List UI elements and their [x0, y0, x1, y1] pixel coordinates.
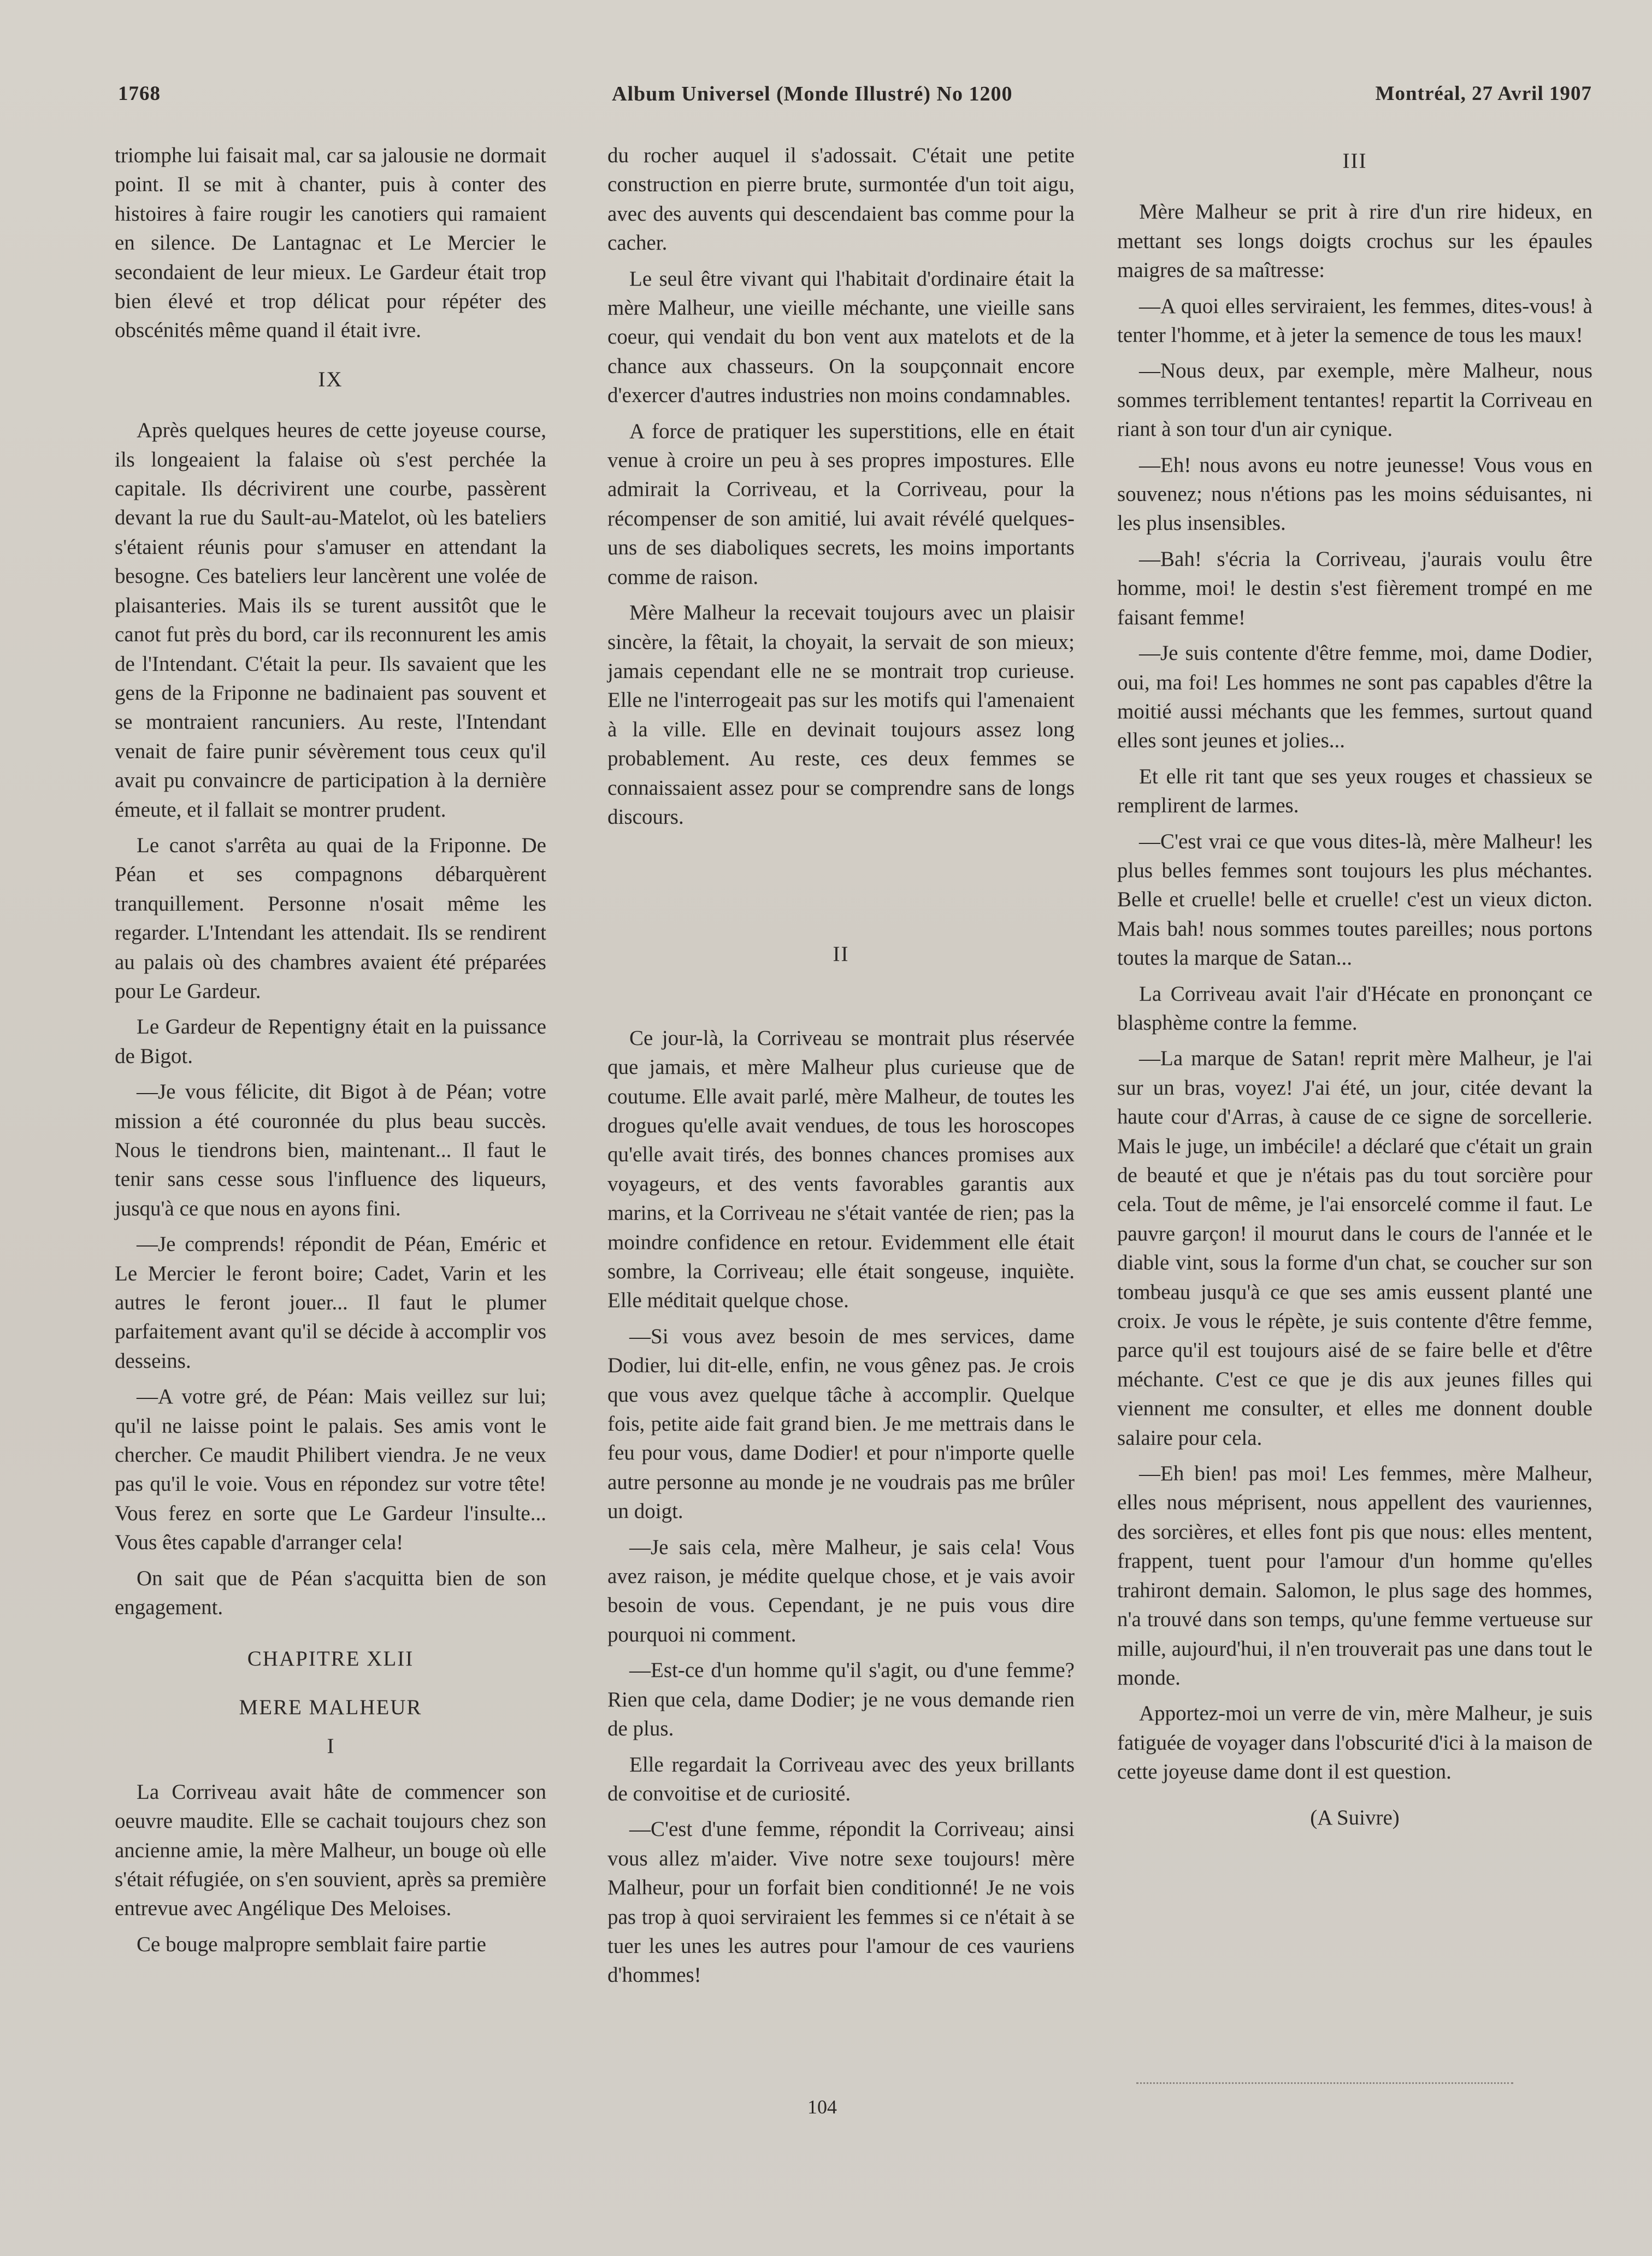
paragraph: —Si vous avez besoin de mes services, dame Dodier, lui dit-elle, enfin, ne vous gênez pas. Je crois que vous avez quelque tâche à accomplir. Quelque fois, petite aide fait grand bien. Je me mettrais dans le feu pour vous, dame Dodier! et pour n'importe quelle autre personne au monde je ne voudrais pas me brûler un doigt. [607, 1324, 1075, 1523]
paragraph: —C'est vrai ce que vous dites-là, mère Malheur! les plus belles femmes sont toujours les plus méchantes. Belle et cruelle! belle et cruelle! c'est un vieux dicton. Mais bah! nous sommes toutes pareilles; nous portons toutes la marque de Satan... [1117, 829, 1592, 970]
page-number-footer: 104 [807, 2096, 837, 2118]
paragraph: —A votre gré, de Péan: Mais veillez sur lui; qu'il ne laisse point le palais. Ses amis vont le chercher. Ce maudit Philibert viendra. Je ne veux pas qu'il le voie. Vous en répondez sur votre tête! Vous ferez en sorte que Le Gardeur l'insulte... Vous êtes capable d'arranger cela! [115, 1385, 546, 1555]
paragraph: —Bah! s'écria la Corriveau, j'aurais voulu être homme, moi! le destin s'est fièrement trompé en me faisant femme! [1117, 547, 1592, 629]
paragraph: —C'est d'une femme, répondit la Corriveau; ainsi vous allez m'aider. Vive notre sexe toujours! mère Malheur, pour un forfait bien conditionné! Je ne vois pas trop à quoi serviraient les femmes si ce n'était à se tuer les unes les autres pour l'amour de ces vauriens d'hommes! [607, 1817, 1075, 1987]
page-number-header: 1768 [118, 82, 161, 105]
paragraph: Ce jour-là, la Corriveau se montrait plus réservée que jamais, et mère Malheur plus curieuse que de coutume. Elle avait parlé, mère Malheur, de toutes les drogues qu'elle avait vendues, de tous les horoscopes qu'elle avait tirés, des bonnes chances promises aux voyageurs, et des vents favorables garantis aux marins, et la Corriveau ne s'était vantée de rien; pas la moindre confidence en retour. Evidemment elle était sombre, la Corriveau; elle était songeuse, inquiète. Elle méditait quelque chose. [607, 1026, 1075, 1313]
paragraph: Ce bouge malpropre semblait faire partie [137, 1932, 486, 1956]
paragraph: —Eh bien! pas moi! Les femmes, mère Malheur, elles nous méprisent, nous appellent des vauriennes, des sorcières, et elles font pis que nous: elles mentent, frappent, tuent pour l'amour d'un homme qu'elles trahiront demain. Salomon, le plus sage des hommes, n'a trouvé dans son temps, qu'une femme vertueuse sur mille, aujourd'hui, il n'en trouverait pas une dans tout le monde. [1117, 1462, 1592, 1690]
paragraph: —A quoi elles serviraient, les femmes, dites-vous! à tenter l'homme, et à jeter la semence de tous les maux! [1117, 294, 1592, 347]
section-heading: III [1342, 149, 1367, 173]
issue-date: Montréal, 27 Avril 1907 [1375, 82, 1592, 105]
paragraph: Apportez-moi un verre de vin, mère Malheur, je suis fatiguée de voyager dans l'obscurité d'ici à la maison de cette joyeuse dame dont il est question. [1117, 1702, 1592, 1784]
paragraph: Elle regardait la Corriveau avec des yeux brillants de convoitise et de curiosité. [607, 1752, 1075, 1805]
paragraph: Après quelques heures de cette joyeuse course, ils longeaient la falaise où s'est perchée la capitale. Ils décrivirent une courbe, passèrent devant la rue du Sault-au-Matelot, où les bateliers s'étaient réunis pour s'amuser en attendant la besogne. Ces bateliers leur lancèrent une volée de plaisanteries. Mais ils se turent aussitôt que le canot fut près du bord, car ils reconnurent les amis de l'Intendant. C'était la peur. Ils savaient que les gens de la Friponne ne badinaient pas souvent et se montraient rancuniers. Au reste, l'Intendant venait de faire punir sévèrement tous ceux qu'il avait pu convaincre de participation à la dernière émeute, et il fallait se montrer prudent. [115, 418, 546, 822]
paragraph: —La marque de Satan! reprit mère Malheur, je l'ai sur un bras, voyez! J'ai été, un jour, citée devant la haute cour d'Arras, à cause de ce signe de sorcellerie. Mais le juge, un imbécile! a déclaré que c'était un grain de beauté et que je n'étais pas du tout sorcière pour cela. Tout de même, je l'ai ensorcelé comme il faut. Le pauvre garçon! il mourut dans le cours de l'année et le diable vint, sous la forme d'un chat, se coucher sur son tombeau jusqu'à ce que ses amis eussent planté une croix. Je vous le répète, je suis contente d'être femme, parce qu'il est toujours aisé de se faire belle et d'être méchante. C'est ce que je dis aux jeunes filles qui viennent me consulter, et elles me donnent double salaire pour cela. [1117, 1047, 1592, 1450]
to-be-continued: (A Suivre) [1310, 1805, 1400, 1829]
chapter-part: I [327, 1734, 334, 1758]
paragraph: On sait que de Péan s'acquitta bien de son engagement. [115, 1566, 546, 1620]
section-heading: II [833, 942, 849, 966]
paragraph: triomphe lui faisait mal, car sa jalousie ne dormait point. Il se mit à chanter, puis à conter des histoires à faire rougir les canotiers qui ramaient en silence. De Lantagnac et Le Mercier le secondaient de leur mieux. Le Gardeur était trop bien élevé et trop délicat pour répéter des obscénités même quand il était ivre. [115, 144, 546, 342]
paragraph: Le Gardeur de Repentigny était en la puissance de Bigot. [115, 1015, 546, 1068]
paragraph: —Je comprends! répondit de Péan, Eméric et Le Mercier le feront boire; Cadet, Varin et les autres le feront jouer... Il faut le plumer parfaitement avant qu'il se décide à accomplir vos desseins. [115, 1232, 546, 1373]
paragraph: A force de pratiquer les superstitions, elle en était venue à croire un peu à ses propres impostures. Elle admirait la Corriveau, et la Corriveau, pour la récompenser de son amitié, lui avait révélé quelques-uns de ses diaboliques secrets, les moins importants comme de raison. [607, 419, 1075, 589]
paragraph: —Je sais cela, mère Malheur, je sais cela! Vous avez raison, je médite quelque chose, et je vais avoir besoin de vous. Cependant, je ne puis vous dire pourquoi ni comment. [607, 1535, 1075, 1646]
column-1 [115, 141, 546, 1965]
chapter-title: MERE MALHEUR [239, 1695, 422, 1719]
paragraph: —Je vous félicite, dit Bigot à de Péan; votre mission a été couronnée du plus beau succès. Nous le tiendrons bien, maintenant... Il faut le tenir sans cesse sous l'influence des liqueurs, jusqu'à ce que nous en ayons fini. [115, 1080, 546, 1220]
paragraph: Le seul être vivant qui l'habitait d'ordinaire était la mère Malheur, une vieille méchante, une vieille sans coeur, qui vendait du bon vent aux matelots et de la chance aux chasseurs. On la soupçonnait encore d'exercer d'autres industries non moins condamnables. [607, 267, 1075, 408]
paragraph: La Corriveau avait hâte de commencer son oeuvre maudite. Elle se cachait toujours chez son ancienne amie, la mère Malheur, un bouge où elle s'était réfugiée, on s'en souvient, après sa première entrevue avec Angélique Des Meloises. [115, 1780, 546, 1921]
paragraph: —Nous deux, par exemple, mère Malheur, nous sommes terriblement tentantes! repartit la Corriveau en riant à son tour d'un air cynique. [1117, 359, 1592, 441]
column-2 [607, 141, 1075, 1997]
end-rule [1136, 2082, 1513, 2084]
paragraph: Mère Malheur se prit à rire d'un rire hideux, en mettant ses longs doigts crochus sur les épaules maigres de sa maîtresse: [1117, 200, 1592, 282]
paragraph: La Corriveau avait l'air d'Hécate en prononçant ce blasphème contre la femme. [1117, 982, 1592, 1035]
paragraph: Mère Malheur la recevait toujours avec un plaisir sincère, la fêtait, la choyait, la servait de son mieux; jamais cependant elle ne se montrait trop curieuse. Elle ne l'interrogeait pas sur les motifs qui l'amenaient à la ville. Elle en devinait toujours assez long probablement. Au reste, ces deux femmes se connaissaient assez pour se comprendre sans de longs discours. [607, 601, 1075, 829]
paragraph: Et elle rit tant que ses yeux rouges et chassieux se remplirent de larmes. [1117, 764, 1592, 818]
paragraph: —Eh! nous avons eu notre jeunesse! Vous vous en souvenez; nous n'étions pas les moins séduisantes, ni les plus insensibles. [1117, 453, 1592, 535]
chapter-heading: CHAPITRE XLII [247, 1646, 414, 1670]
paragraph: du rocher auquel il s'adossait. C'était une petite construction en pierre brute, surmontée d'un toit aigu, avec des auvents qui descendaient bas comme pour la cacher. [607, 144, 1075, 255]
paragraph: —Je suis contente d'être femme, moi, dame Dodier, oui, ma foi! Les hommes ne sont pas capables d'être la moitié aussi méchants que les femmes, surtout quand elles sont jeunes et jolies... [1117, 641, 1592, 753]
column-3 [1117, 141, 1592, 1832]
publication-title: Album Universel (Monde Illustré) No 1200 [612, 82, 1013, 105]
paragraph: Le canot s'arrêta au quai de la Friponne. De Péan et ses compagnons débarquèrent tranquillement. Personne n'osait même les regarder. L'Intendant les attendait. Ils se rendirent au palais où des chambres avaient été préparées pour Le Gardeur. [115, 833, 546, 1003]
paragraph: —Est-ce d'un homme qu'il s'agit, ou d'une femme? Rien que cela, dame Dodier; je ne vous demande rien de plus. [607, 1658, 1075, 1741]
section-heading: IX [318, 367, 343, 391]
